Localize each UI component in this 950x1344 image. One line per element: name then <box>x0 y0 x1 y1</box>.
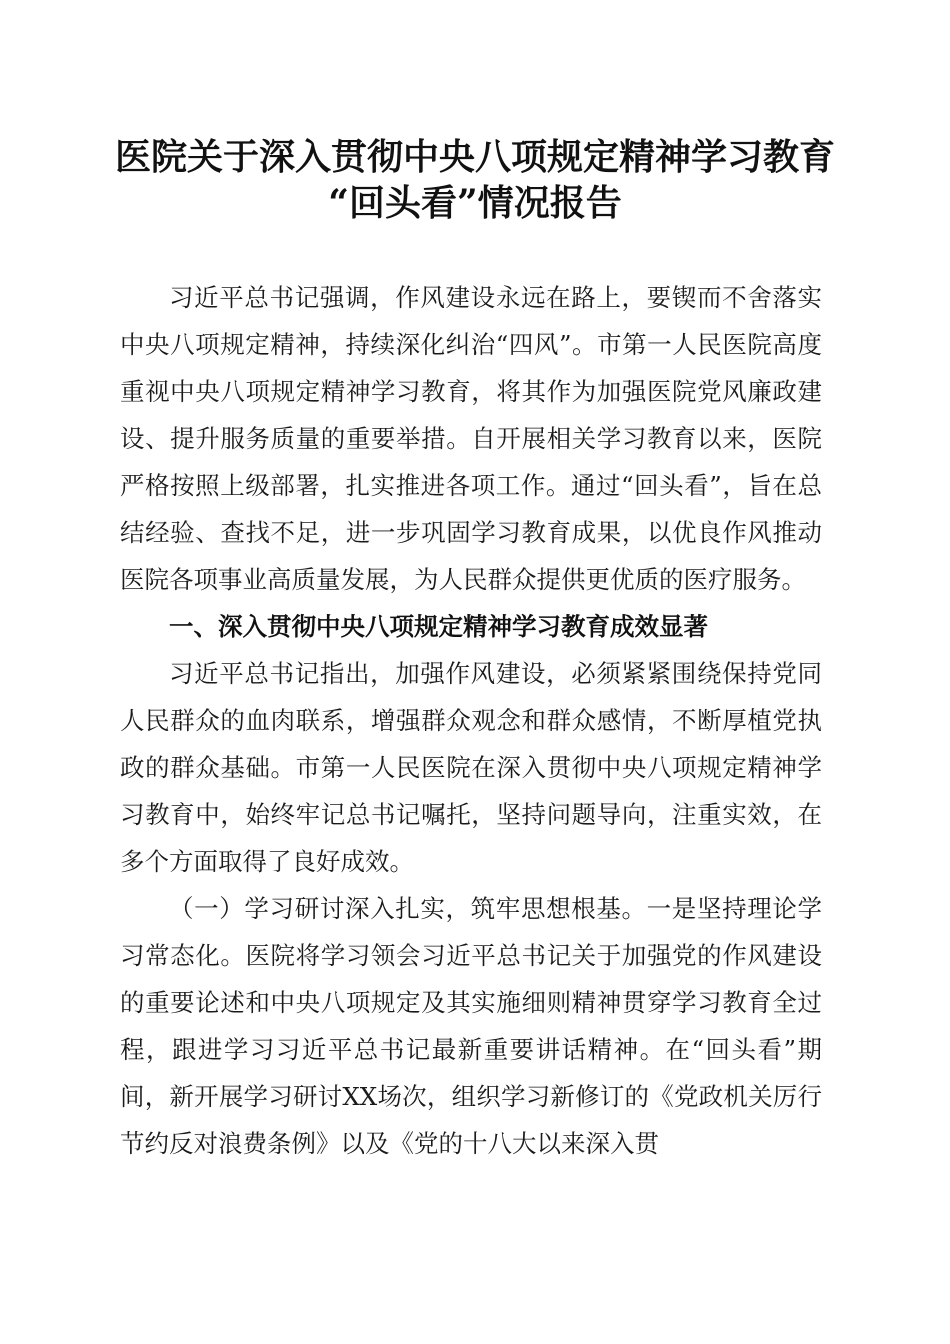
document-title <box>100 134 850 226</box>
intro-paragraph: 习近平总书记强调，作风建设永远在路上，要锲而不舍落实中央八项规定精神，持续深化纠治“四风”。市第一人民医院高度重视中央八项规定精神学习教育，将其作为加强医院党风廉政建设、提升服务质量的重要举措。自开展相关学习教育以来，医院严格按照上级部署，扎实推进各项工作。通过“回头看”，旨在总结经验、查找不足，进一步巩固学习教育成果，以优良作风推动医院各项事业高质量发展，为人民群众提供更优质的医疗服务。 <box>120 283 822 594</box>
title-line-1: 医院关于深入贯彻中央八项规定精神学习教育 <box>114 136 835 178</box>
title-line-2: “回头看”情况报告 <box>328 182 622 224</box>
subsection-1-text: 一是坚持理论学习常态化。医院将学习领会习近平总书记关于加强党的作风建设的重要论述和中央八项规定及其实施细则精神贯穿学习教育全过程，跟进学习习近平总书记最新重要讲话精神。在“回头看”期间，新开展学习研讨XX场次，组织学习新修订的《党政机关厉行节约反对浪费条例》以及《党的十八大以来深入贯 <box>120 894 823 1158</box>
section-heading-1: 一、深入贯彻中央八项规定精神学习教育成效显著 <box>169 612 708 641</box>
document-body <box>120 274 822 1167</box>
section-1-paragraph: 习近平总书记指出，加强作风建设，必须紧紧围绕保持党同人民群众的血肉联系，增强群众观念和群众感情，不断厚植党执政的群众基础。市第一人民医院在深入贯彻中央八项规定精神学习教育中，始终牢记总书记嘱托，坚持问题导向，注重实效，在多个方面取得了良好成效。 <box>120 659 822 876</box>
subsection-1-lead: （一）学习研讨深入扎实，筑牢思想根基。 <box>169 894 647 923</box>
subsection-1-paragraph <box>120 885 822 1167</box>
